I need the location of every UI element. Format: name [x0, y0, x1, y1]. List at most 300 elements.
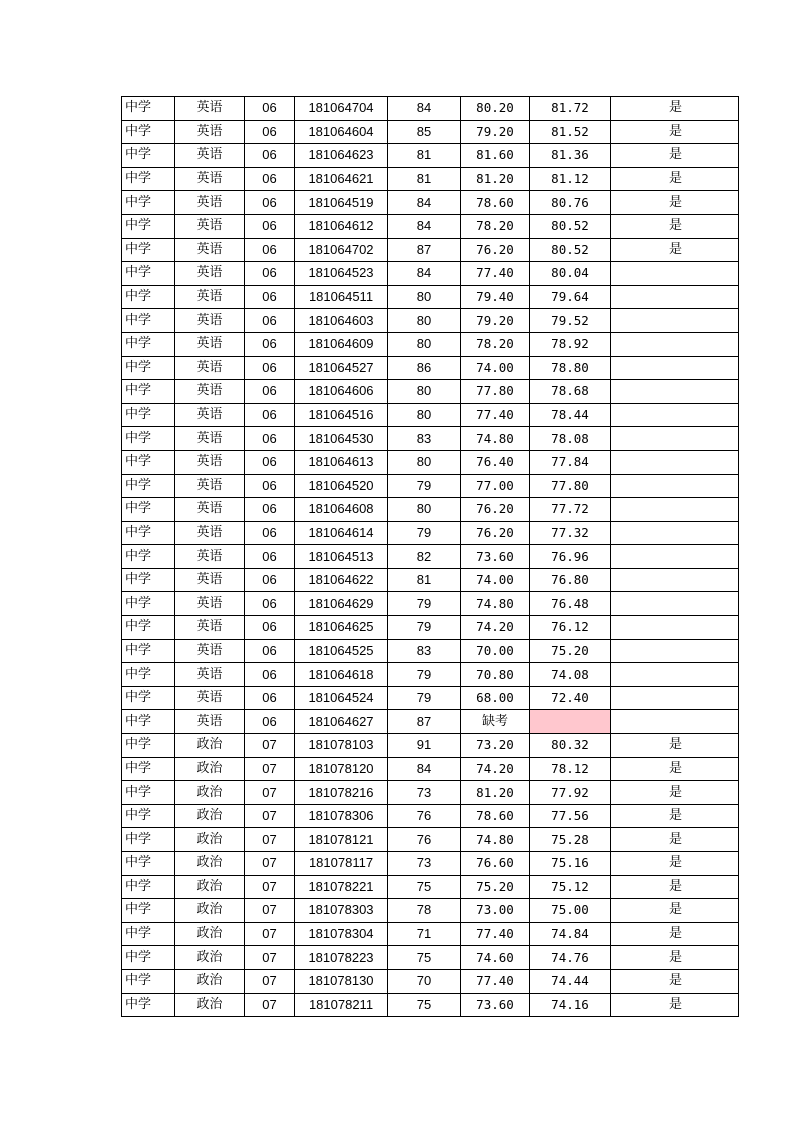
subject-cell: 英语	[175, 332, 245, 356]
subject-cell: 英语	[175, 403, 245, 427]
table-row	[122, 804, 739, 828]
table-row	[122, 592, 739, 616]
pass-mark-cell	[611, 332, 739, 356]
interview-score-cell: 74.00	[461, 568, 530, 592]
written-score-cell: 79	[388, 663, 461, 687]
written-score-cell: 79	[388, 616, 461, 640]
pass-mark-cell: 是	[611, 97, 739, 121]
interview-score-cell: 79.20	[461, 309, 530, 333]
interview-score-cell: 76.40	[461, 450, 530, 474]
table-row	[122, 852, 739, 876]
code-cell: 07	[245, 969, 295, 993]
table-row	[122, 993, 739, 1017]
table-row	[122, 616, 739, 640]
exam-id-cell: 181064524	[295, 686, 388, 710]
table-row	[122, 309, 739, 333]
written-score-cell: 76	[388, 828, 461, 852]
table-row	[122, 285, 739, 309]
exam-id-cell: 181064613	[295, 450, 388, 474]
exam-id-cell: 181064527	[295, 356, 388, 380]
table-row	[122, 214, 739, 238]
total-score-cell: 76.96	[530, 545, 611, 569]
pass-mark-cell: 是	[611, 144, 739, 168]
exam-id-cell: 181064625	[295, 616, 388, 640]
written-score-cell: 75	[388, 993, 461, 1017]
code-cell: 06	[245, 144, 295, 168]
subject-cell: 英语	[175, 686, 245, 710]
written-score-cell: 84	[388, 262, 461, 286]
exam-id-cell: 181064614	[295, 521, 388, 545]
level-cell: 中学	[122, 403, 175, 427]
total-score-cell: 75.20	[530, 639, 611, 663]
written-score-cell: 76	[388, 804, 461, 828]
level-cell: 中学	[122, 238, 175, 262]
exam-id-cell: 181064520	[295, 474, 388, 498]
written-score-cell: 71	[388, 922, 461, 946]
table-row	[122, 828, 739, 852]
level-cell: 中学	[122, 804, 175, 828]
written-score-cell: 79	[388, 592, 461, 616]
pass-mark-cell	[611, 498, 739, 522]
code-cell: 07	[245, 899, 295, 923]
exam-id-cell: 181064629	[295, 592, 388, 616]
interview-score-cell: 74.20	[461, 757, 530, 781]
table-row	[122, 875, 739, 899]
table-row	[122, 899, 739, 923]
total-score-cell: 75.28	[530, 828, 611, 852]
code-cell: 07	[245, 993, 295, 1017]
subject-cell: 英语	[175, 191, 245, 215]
interview-score-cell: 74.80	[461, 828, 530, 852]
code-cell: 06	[245, 380, 295, 404]
exam-id-cell: 181078306	[295, 804, 388, 828]
exam-id-cell: 181078303	[295, 899, 388, 923]
total-score-cell: 80.76	[530, 191, 611, 215]
pass-mark-cell: 是	[611, 757, 739, 781]
written-score-cell: 84	[388, 191, 461, 215]
pass-mark-cell: 是	[611, 852, 739, 876]
level-cell: 中学	[122, 332, 175, 356]
level-cell: 中学	[122, 474, 175, 498]
code-cell: 06	[245, 403, 295, 427]
interview-score-cell: 75.20	[461, 875, 530, 899]
subject-cell: 英语	[175, 450, 245, 474]
total-score-cell: 74.44	[530, 969, 611, 993]
code-cell: 07	[245, 922, 295, 946]
written-score-cell: 80	[388, 380, 461, 404]
written-score-cell: 84	[388, 757, 461, 781]
code-cell: 06	[245, 592, 295, 616]
table-row	[122, 238, 739, 262]
interview-score-cell: 73.60	[461, 545, 530, 569]
subject-cell: 英语	[175, 238, 245, 262]
code-cell: 06	[245, 568, 295, 592]
total-score-cell: 79.64	[530, 285, 611, 309]
interview-score-cell: 76.20	[461, 498, 530, 522]
level-cell: 中学	[122, 852, 175, 876]
interview-score-cell: 77.40	[461, 922, 530, 946]
code-cell: 06	[245, 120, 295, 144]
pass-mark-cell	[611, 474, 739, 498]
written-score-cell: 85	[388, 120, 461, 144]
table-row	[122, 167, 739, 191]
interview-score-cell: 79.20	[461, 120, 530, 144]
written-score-cell: 83	[388, 639, 461, 663]
pass-mark-cell	[611, 592, 739, 616]
interview-score-cell: 77.80	[461, 380, 530, 404]
code-cell: 07	[245, 781, 295, 805]
written-score-cell: 82	[388, 545, 461, 569]
interview-score-cell: 74.00	[461, 356, 530, 380]
code-cell: 06	[245, 309, 295, 333]
exam-id-cell: 181064609	[295, 332, 388, 356]
written-score-cell: 91	[388, 734, 461, 758]
code-cell: 06	[245, 450, 295, 474]
total-score-cell: 77.84	[530, 450, 611, 474]
table-row	[122, 946, 739, 970]
interview-score-cell: 76.60	[461, 852, 530, 876]
subject-cell: 英语	[175, 214, 245, 238]
total-score-cell: 77.92	[530, 781, 611, 805]
total-score-cell: 75.16	[530, 852, 611, 876]
level-cell: 中学	[122, 993, 175, 1017]
code-cell: 06	[245, 356, 295, 380]
pass-mark-cell	[611, 521, 739, 545]
level-cell: 中学	[122, 616, 175, 640]
code-cell: 06	[245, 616, 295, 640]
total-score-cell	[530, 710, 611, 734]
table-row	[122, 356, 739, 380]
pass-mark-cell	[611, 262, 739, 286]
subject-cell: 英语	[175, 167, 245, 191]
level-cell: 中学	[122, 427, 175, 451]
written-score-cell: 87	[388, 710, 461, 734]
interview-score-cell: 80.20	[461, 97, 530, 121]
total-score-cell: 74.84	[530, 922, 611, 946]
subject-cell: 英语	[175, 639, 245, 663]
total-score-cell: 77.56	[530, 804, 611, 828]
written-score-cell: 83	[388, 427, 461, 451]
total-score-cell: 76.80	[530, 568, 611, 592]
level-cell: 中学	[122, 639, 175, 663]
pass-mark-cell: 是	[611, 969, 739, 993]
table-row	[122, 380, 739, 404]
exam-id-cell: 181078304	[295, 922, 388, 946]
exam-id-cell: 181064618	[295, 663, 388, 687]
level-cell: 中学	[122, 969, 175, 993]
pass-mark-cell	[611, 309, 739, 333]
total-score-cell: 81.72	[530, 97, 611, 121]
pass-mark-cell: 是	[611, 191, 739, 215]
interview-score-cell: 73.20	[461, 734, 530, 758]
interview-score-cell: 78.20	[461, 332, 530, 356]
interview-score-cell: 缺考	[461, 710, 530, 734]
table-row	[122, 97, 739, 121]
table-row	[122, 403, 739, 427]
level-cell: 中学	[122, 144, 175, 168]
written-score-cell: 78	[388, 899, 461, 923]
pass-mark-cell: 是	[611, 734, 739, 758]
exam-id-cell: 181064523	[295, 262, 388, 286]
total-score-cell: 81.36	[530, 144, 611, 168]
subject-cell: 英语	[175, 144, 245, 168]
written-score-cell: 75	[388, 875, 461, 899]
written-score-cell: 80	[388, 332, 461, 356]
code-cell: 06	[245, 710, 295, 734]
total-score-cell: 80.32	[530, 734, 611, 758]
written-score-cell: 80	[388, 498, 461, 522]
interview-score-cell: 78.60	[461, 191, 530, 215]
interview-score-cell: 77.00	[461, 474, 530, 498]
interview-score-cell: 81.20	[461, 167, 530, 191]
subject-cell: 政治	[175, 969, 245, 993]
level-cell: 中学	[122, 592, 175, 616]
subject-cell: 英语	[175, 663, 245, 687]
table-row	[122, 663, 739, 687]
subject-cell: 英语	[175, 356, 245, 380]
interview-score-cell: 81.20	[461, 781, 530, 805]
level-cell: 中学	[122, 262, 175, 286]
total-score-cell: 77.72	[530, 498, 611, 522]
total-score-cell: 78.68	[530, 380, 611, 404]
total-score-cell: 74.08	[530, 663, 611, 687]
code-cell: 06	[245, 521, 295, 545]
pass-mark-cell: 是	[611, 946, 739, 970]
table-row	[122, 568, 739, 592]
table-row	[122, 450, 739, 474]
pass-mark-cell: 是	[611, 804, 739, 828]
total-score-cell: 80.52	[530, 214, 611, 238]
pass-mark-cell	[611, 710, 739, 734]
pass-mark-cell	[611, 545, 739, 569]
level-cell: 中学	[122, 521, 175, 545]
total-score-cell: 80.52	[530, 238, 611, 262]
subject-cell: 政治	[175, 757, 245, 781]
pass-mark-cell: 是	[611, 828, 739, 852]
level-cell: 中学	[122, 498, 175, 522]
total-score-cell: 74.76	[530, 946, 611, 970]
subject-cell: 英语	[175, 592, 245, 616]
interview-score-cell: 73.60	[461, 993, 530, 1017]
table-row	[122, 262, 739, 286]
table-row	[122, 686, 739, 710]
level-cell: 中学	[122, 946, 175, 970]
table-row	[122, 474, 739, 498]
code-cell: 06	[245, 262, 295, 286]
subject-cell: 政治	[175, 804, 245, 828]
table-row	[122, 969, 739, 993]
total-score-cell: 75.00	[530, 899, 611, 923]
table-row	[122, 332, 739, 356]
code-cell: 06	[245, 97, 295, 121]
level-cell: 中学	[122, 380, 175, 404]
total-score-cell: 78.12	[530, 757, 611, 781]
level-cell: 中学	[122, 875, 175, 899]
code-cell: 06	[245, 498, 295, 522]
exam-id-cell: 181064513	[295, 545, 388, 569]
written-score-cell: 79	[388, 686, 461, 710]
subject-cell: 英语	[175, 545, 245, 569]
code-cell: 06	[245, 214, 295, 238]
total-score-cell: 81.52	[530, 120, 611, 144]
interview-score-cell: 68.00	[461, 686, 530, 710]
pass-mark-cell: 是	[611, 238, 739, 262]
interview-score-cell: 79.40	[461, 285, 530, 309]
exam-id-cell: 181064622	[295, 568, 388, 592]
exam-id-cell: 181064704	[295, 97, 388, 121]
code-cell: 07	[245, 875, 295, 899]
exam-id-cell: 181064525	[295, 639, 388, 663]
code-cell: 06	[245, 427, 295, 451]
table-row	[122, 734, 739, 758]
total-score-cell: 77.80	[530, 474, 611, 498]
total-score-cell: 80.04	[530, 262, 611, 286]
total-score-cell: 77.32	[530, 521, 611, 545]
subject-cell: 政治	[175, 922, 245, 946]
exam-id-cell: 181064606	[295, 380, 388, 404]
exam-id-cell: 181078121	[295, 828, 388, 852]
exam-id-cell: 181078216	[295, 781, 388, 805]
interview-score-cell: 70.80	[461, 663, 530, 687]
table-row	[122, 521, 739, 545]
pass-mark-cell: 是	[611, 899, 739, 923]
code-cell: 06	[245, 686, 295, 710]
exam-id-cell: 181064516	[295, 403, 388, 427]
written-score-cell: 80	[388, 285, 461, 309]
total-score-cell: 81.12	[530, 167, 611, 191]
pass-mark-cell: 是	[611, 922, 739, 946]
level-cell: 中学	[122, 781, 175, 805]
pass-mark-cell	[611, 427, 739, 451]
interview-score-cell: 78.60	[461, 804, 530, 828]
subject-cell: 政治	[175, 899, 245, 923]
written-score-cell: 79	[388, 474, 461, 498]
total-score-cell: 74.16	[530, 993, 611, 1017]
level-cell: 中学	[122, 214, 175, 238]
pass-mark-cell	[611, 663, 739, 687]
code-cell: 06	[245, 167, 295, 191]
interview-score-cell: 74.80	[461, 427, 530, 451]
subject-cell: 英语	[175, 616, 245, 640]
total-score-cell: 76.48	[530, 592, 611, 616]
subject-cell: 英语	[175, 380, 245, 404]
written-score-cell: 86	[388, 356, 461, 380]
interview-score-cell: 74.60	[461, 946, 530, 970]
level-cell: 中学	[122, 568, 175, 592]
table-body	[122, 97, 739, 1017]
total-score-cell: 75.12	[530, 875, 611, 899]
code-cell: 06	[245, 474, 295, 498]
subject-cell: 政治	[175, 993, 245, 1017]
exam-id-cell: 181064519	[295, 191, 388, 215]
total-score-cell: 78.80	[530, 356, 611, 380]
pass-mark-cell: 是	[611, 875, 739, 899]
written-score-cell: 87	[388, 238, 461, 262]
code-cell: 07	[245, 828, 295, 852]
written-score-cell: 70	[388, 969, 461, 993]
table-row	[122, 144, 739, 168]
written-score-cell: 81	[388, 144, 461, 168]
level-cell: 中学	[122, 922, 175, 946]
exam-id-cell: 181078103	[295, 734, 388, 758]
exam-id-cell: 181064603	[295, 309, 388, 333]
pass-mark-cell	[611, 450, 739, 474]
written-score-cell: 80	[388, 450, 461, 474]
exam-id-cell: 181064511	[295, 285, 388, 309]
written-score-cell: 73	[388, 781, 461, 805]
exam-id-cell: 181064612	[295, 214, 388, 238]
code-cell: 06	[245, 663, 295, 687]
total-score-cell: 72.40	[530, 686, 611, 710]
code-cell: 06	[245, 238, 295, 262]
level-cell: 中学	[122, 686, 175, 710]
pass-mark-cell	[611, 403, 739, 427]
level-cell: 中学	[122, 710, 175, 734]
level-cell: 中学	[122, 356, 175, 380]
subject-cell: 政治	[175, 781, 245, 805]
written-score-cell: 73	[388, 852, 461, 876]
pass-mark-cell: 是	[611, 781, 739, 805]
pass-mark-cell	[611, 380, 739, 404]
level-cell: 中学	[122, 97, 175, 121]
exam-id-cell: 181064702	[295, 238, 388, 262]
interview-score-cell: 74.80	[461, 592, 530, 616]
subject-cell: 英语	[175, 97, 245, 121]
subject-cell: 英语	[175, 262, 245, 286]
written-score-cell: 84	[388, 97, 461, 121]
subject-cell: 英语	[175, 120, 245, 144]
level-cell: 中学	[122, 309, 175, 333]
subject-cell: 英语	[175, 521, 245, 545]
code-cell: 06	[245, 545, 295, 569]
code-cell: 07	[245, 757, 295, 781]
table-row	[122, 191, 739, 215]
interview-score-cell: 73.00	[461, 899, 530, 923]
table-row	[122, 545, 739, 569]
table-row	[122, 639, 739, 663]
interview-score-cell: 77.40	[461, 403, 530, 427]
table-row	[122, 120, 739, 144]
exam-id-cell: 181078221	[295, 875, 388, 899]
pass-mark-cell: 是	[611, 120, 739, 144]
code-cell: 06	[245, 191, 295, 215]
subject-cell: 政治	[175, 875, 245, 899]
subject-cell: 英语	[175, 710, 245, 734]
exam-id-cell: 181078130	[295, 969, 388, 993]
code-cell: 07	[245, 804, 295, 828]
level-cell: 中学	[122, 545, 175, 569]
subject-cell: 英语	[175, 309, 245, 333]
code-cell: 06	[245, 285, 295, 309]
pass-mark-cell	[611, 568, 739, 592]
exam-id-cell: 181078117	[295, 852, 388, 876]
score-table	[121, 96, 739, 1017]
exam-id-cell: 181064604	[295, 120, 388, 144]
exam-id-cell: 181064608	[295, 498, 388, 522]
written-score-cell: 84	[388, 214, 461, 238]
table-row	[122, 757, 739, 781]
pass-mark-cell	[611, 285, 739, 309]
subject-cell: 英语	[175, 285, 245, 309]
total-score-cell: 78.92	[530, 332, 611, 356]
written-score-cell: 81	[388, 167, 461, 191]
interview-score-cell: 77.40	[461, 262, 530, 286]
interview-score-cell: 76.20	[461, 521, 530, 545]
written-score-cell: 75	[388, 946, 461, 970]
written-score-cell: 80	[388, 309, 461, 333]
table-row	[122, 922, 739, 946]
level-cell: 中学	[122, 450, 175, 474]
